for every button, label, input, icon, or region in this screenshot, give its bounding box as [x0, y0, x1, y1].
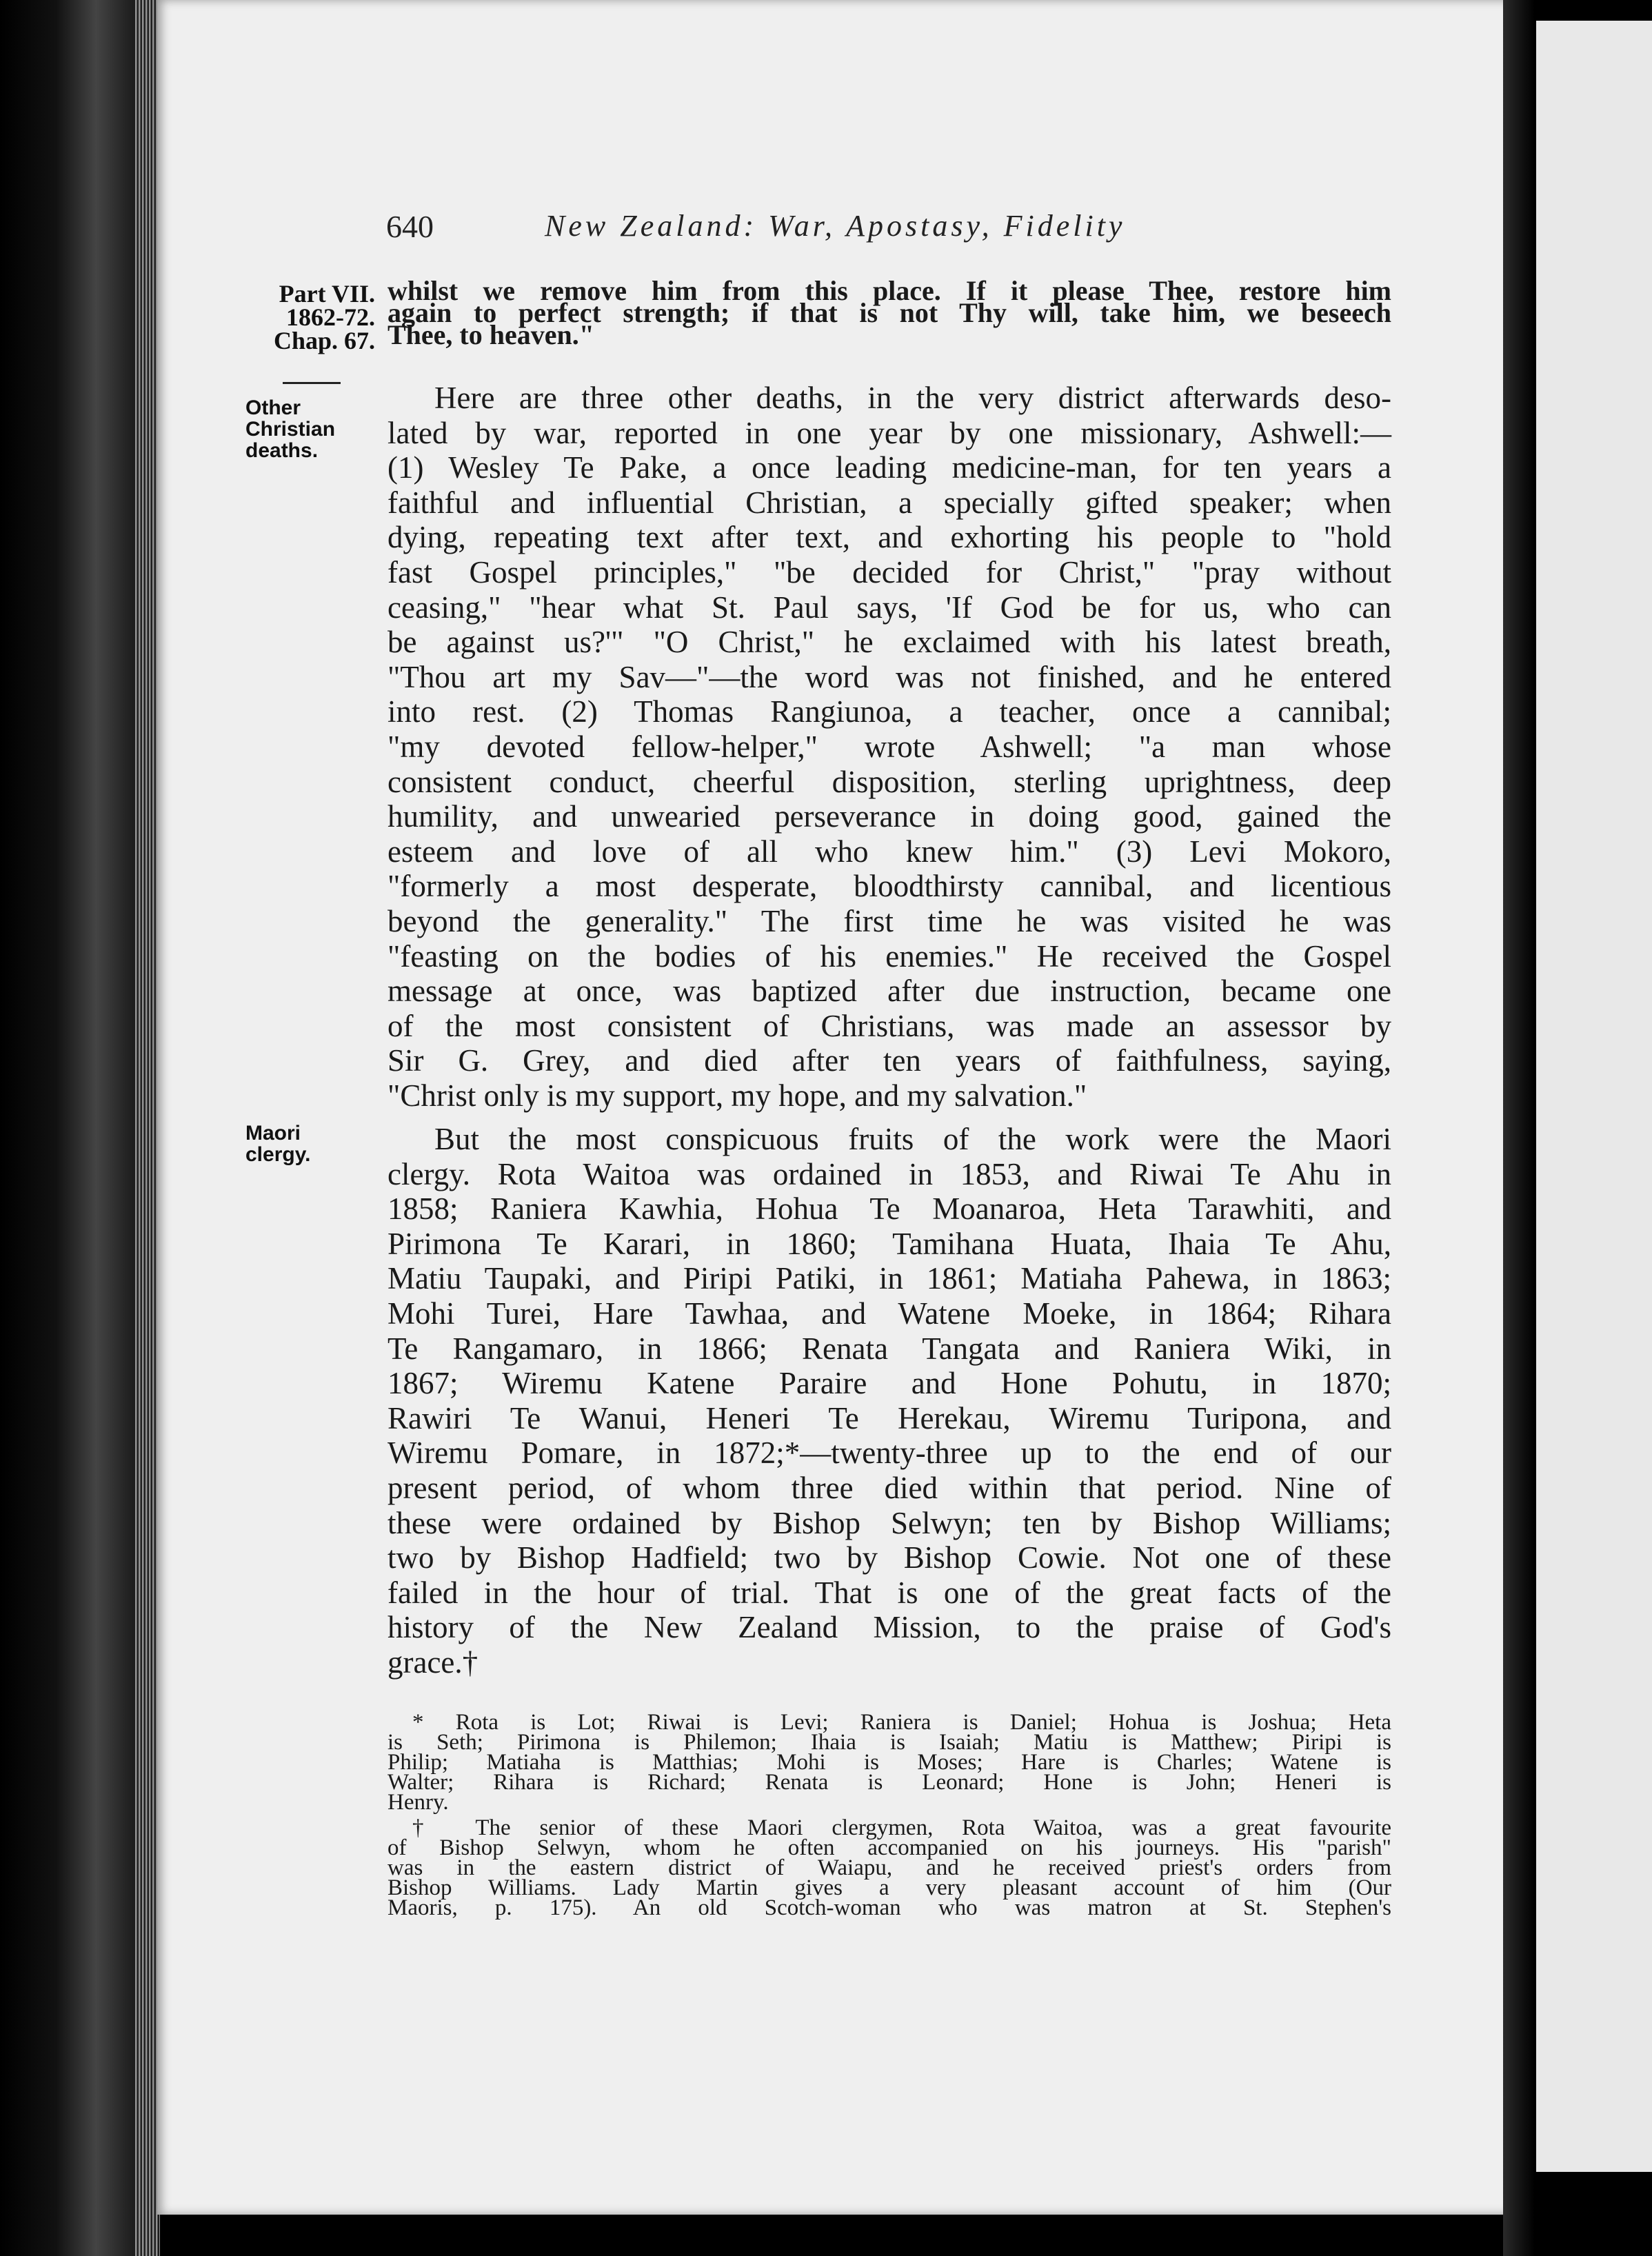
text-line: faithful and influential Christian, a specially gifted speaker; when — [387, 485, 1391, 520]
date-range: 1862-72. — [286, 303, 375, 331]
text-line: humility, and unwearied perseverance in doing good, gained the — [387, 799, 1391, 834]
text-line: clergy. Rota Waitoa was ordained in 1853, and Riwai Te Ahu in — [387, 1156, 1391, 1191]
margin-note-line: Maori — [245, 1122, 301, 1145]
text-line: "Thou art my Sav—"—the word was not finished, and he entered — [387, 659, 1391, 694]
footnote-line: † The senior of these Maori clergymen, Rota Waitoa, was a great favourite — [412, 1815, 1391, 1840]
running-title: New Zealand: War, Apostasy, Fidelity — [545, 209, 1126, 243]
text-line: Mohi Turei, Hare Tawhaa, and Watene Moeke, in 1864; Rihara — [387, 1296, 1391, 1331]
text-line: "feasting on the bodies of his enemies." He received the Gospel — [387, 938, 1391, 974]
text-line: Here are three other deaths, in the very district afterwards deso- — [434, 381, 1391, 415]
footnote-line: was in the eastern district of Waiapu, and he received priest's orders from — [387, 1855, 1391, 1880]
footnote-line: Walter; Rihara is Richard; Renata is Leonard; Hone is John; Heneri is — [387, 1770, 1391, 1795]
text-line: (1) Wesley Te Pake, a once leading medicine-man, for ten years a — [387, 450, 1391, 485]
running-head — [386, 208, 1393, 250]
text-line: message at once, was baptized after due instruction, became one — [387, 974, 1391, 1009]
footnote-line: Maoris, p. 175). An old Scotch-woman who was matron at St. Stephen's — [387, 1895, 1391, 1920]
margin-note-line: Christian — [245, 418, 336, 441]
adjacent-page — [1536, 21, 1652, 2172]
text-line: esteem and love of all who knew him." (3) Levi Mokoro, — [387, 834, 1391, 869]
footnotes — [387, 1710, 1391, 1920]
text-line: failed in the hour of trial. That is one of the great facts of the — [387, 1575, 1391, 1610]
text-line: "Christ only is my support, my hope, and my salvation." — [387, 1078, 1087, 1113]
footnote-rota-waitoa — [387, 1815, 1391, 1920]
chapter-label: Chap. 67. — [273, 327, 375, 354]
text-line: of the most consistent of Christians, was made an assessor by — [387, 1008, 1391, 1043]
text-line: ceasing," "hear what St. Paul says, 'If God be for us, who can — [387, 590, 1391, 625]
margin-note-line: Other — [245, 396, 301, 419]
text-line: Wiremu Pomare, in 1872;*—twenty-three up to the end of our — [387, 1436, 1391, 1471]
text-line: "my devoted fellow-helper," wrote Ashwell; "a man whose — [387, 729, 1391, 764]
part-chapter-note — [245, 282, 375, 352]
footnote-line: Philip; Matiaha is Matthias; Mohi is Moses; Hare is Charles; Watene is — [387, 1750, 1391, 1775]
text-line: whilst we remove him from this place. If it please Thee, restore him — [387, 275, 1391, 306]
page-number: 640 — [386, 209, 434, 244]
margin-rule — [283, 382, 341, 384]
text-line: Te Rangamaro, in 1866; Renata Tangata and Raniera Wiki, in — [387, 1331, 1391, 1366]
text-line: Matiu Taupaki, and Piripi Patiki, in 1861; Matiaha Pahewa, in 1863; — [387, 1261, 1391, 1296]
text-line: again to perfect strength; if that is not Thy will, take him, we beseech — [387, 297, 1391, 328]
footnote-line: Henry. — [387, 1790, 449, 1815]
prayer-quote — [387, 275, 1391, 350]
footnote-line: of Bishop Selwyn, whom he often accompanied on his journeys. His "parish" — [387, 1835, 1391, 1860]
book-page-edges — [135, 0, 160, 2256]
margin-note-other-deaths — [245, 397, 335, 461]
text-line: be against us?'" "O Christ," he exclaimed with his latest breath, — [387, 625, 1391, 660]
book-gutter — [1503, 0, 1535, 2256]
text-line: "formerly a most desperate, bloodthirsty cannibal, and licentious — [387, 869, 1391, 904]
text-line: beyond the generality." The first time he was visited he was — [387, 903, 1391, 938]
paragraph-maori-clergy — [387, 1122, 1391, 1680]
text-line: present period, of whom three died within that period. Nine of — [387, 1470, 1391, 1505]
text-line: these were ordained by Bishop Selwyn; ten by Bishop Williams; — [387, 1505, 1391, 1540]
part-label: Part VII. — [279, 280, 375, 308]
text-line: history of the New Zealand Mission, to the praise of God's — [387, 1610, 1391, 1645]
text-line: Pirimona Te Karari, in 1860; Tamihana Huata, Ihaia Te Ahu, — [387, 1226, 1391, 1261]
margin-note-line: deaths. — [245, 439, 319, 462]
text-line: lated by war, reported in one year by one missionary, Ashwell:— — [387, 415, 1391, 450]
text-line: two by Bishop Hadfield; two by Bishop Cowie. Not one of these — [387, 1540, 1391, 1575]
text-line: into rest. (2) Thomas Rangiunoa, a teacher, once a cannibal; — [387, 694, 1391, 729]
text-line: dying, repeating text after text, and exhorting his people to "hold — [387, 520, 1391, 555]
text-line: 1867; Wiremu Katene Paraire and Hone Pohutu, in 1870; — [387, 1366, 1391, 1401]
paragraph-other-deaths — [387, 381, 1391, 1113]
text-line: Rawiri Te Wanui, Heneri Te Herekau, Wiremu Turipona, and — [387, 1400, 1391, 1436]
footnote-names — [387, 1710, 1391, 1815]
text-line: But the most conspicuous fruits of the work were the Maori — [434, 1122, 1391, 1156]
text-line: Sir G. Grey, and died after ten years of faithfulness, saying, — [387, 1043, 1391, 1078]
text-line: Thee, to heaven." — [387, 319, 594, 350]
footnote-line: Bishop Williams. Lady Martin gives a very pleasant account of him (Our — [387, 1875, 1391, 1900]
footnote-line: * Rota is Lot; Riwai is Levi; Raniera is Daniel; Hohua is Joshua; Heta — [412, 1710, 1391, 1735]
text-line: 1858; Raniera Kawhia, Hohua Te Moanaroa, Heta Tarawhiti, and — [387, 1191, 1391, 1227]
text-line: consistent conduct, cheerful disposition, sterling uprightness, deep — [387, 764, 1391, 799]
margin-note-maori-clergy — [245, 1122, 311, 1165]
footnote-line: is Seth; Pirimona is Philemon; Ihaia is Isaiah; Matiu is Matthew; Piripi is — [387, 1730, 1391, 1755]
text-line: grace.† — [387, 1644, 479, 1680]
text-line: fast Gospel principles," "be decided for Christ," "pray without — [387, 554, 1391, 590]
margin-note-line: clergy. — [245, 1143, 311, 1166]
